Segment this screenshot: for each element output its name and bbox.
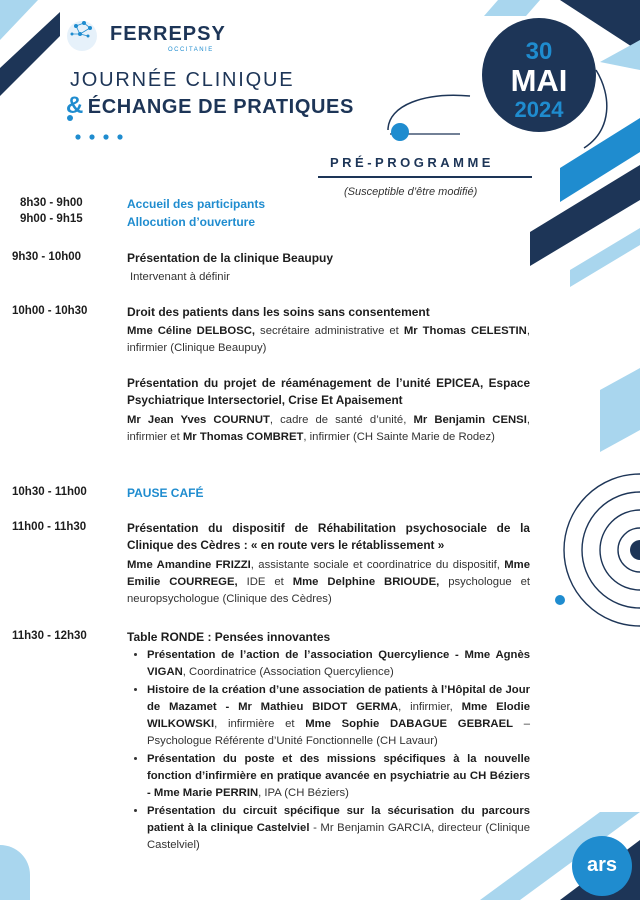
dots-row — [74, 128, 134, 146]
speaker-name: Mme Amandine FRIZZI — [127, 559, 251, 571]
speaker-name: Mr Thomas COMBRET — [182, 431, 304, 443]
session-epicea-title: Présentation du projet de réaménagement de l’unité EPICEA, Espace Psychiatrique Intersectoriel, Crise Et Apaisement — [127, 376, 530, 407]
speaker-name: Mr Benjamin CENSI — [413, 414, 527, 426]
speaker-role: psychologue et neuropsychologue (Clinique des Cèdres) — [127, 576, 531, 605]
time-s1a: 8h30 - 9h00 — [20, 197, 83, 209]
heading-line2: ÉCHANGE DE PRATIQUES — [87, 96, 354, 118]
speaker-role: secrétaire administrative et — [255, 325, 404, 337]
date-year: 2024 — [514, 97, 564, 122]
subtitle-note: (Susceptible d’être modifié) — [344, 186, 478, 198]
list-item — [147, 647, 530, 681]
speaker-role: , IPA (CH Béziers) — [258, 787, 349, 799]
session-rights-title: Droit des patients dans les soins sans consentement — [127, 305, 430, 319]
session-beaupuy-title: Présentation de la clinique Beaupuy — [127, 251, 334, 265]
list-item — [147, 751, 530, 802]
pre-programme-title: PRÉ-PROGRAMME — [330, 155, 494, 170]
heading-amp: & — [66, 92, 84, 119]
session-welcome: Accueil des participants — [127, 197, 266, 211]
session-rehab-speakers — [127, 557, 530, 608]
speaker-name: Mme Elodie WILKOWSKI — [147, 701, 530, 730]
head-profile-icon — [62, 14, 104, 56]
speaker-name: Mme Delphine BRIOUDE, — [292, 576, 440, 588]
speaker-name: Mme Céline DELBOSC, — [127, 325, 256, 337]
speaker-role: , infirmier, — [398, 701, 462, 713]
speaker-name: Mr Jean Yves COURNUT — [127, 414, 270, 426]
time-s3: 10h00 - 10h30 — [12, 305, 88, 317]
speaker-role: , infirmier (CH Sainte Marie de Rodez) — [303, 431, 495, 443]
speaker-role: , infirmier et — [127, 414, 530, 443]
speaker-role: , infirmier (Clinique Beaupuy) — [127, 325, 530, 354]
speaker-name: Mr Mathieu BIDOT GERMA — [238, 701, 399, 713]
session-beaupuy-detail: Intervenant à définir — [130, 271, 230, 283]
speaker-role: , infirmière et — [214, 718, 306, 730]
speaker-role: IDE et — [237, 576, 293, 588]
speaker-role: , assistante sociale et coordinatrice du dispositif, — [250, 559, 505, 571]
session-roundtable-title: Table RONDE : Pensées innovantes — [127, 630, 331, 644]
speaker-name: Mme Emilie COURREGE, — [127, 559, 530, 588]
time-s4: 10h30 - 11h00 — [12, 486, 87, 498]
session-epicea-speakers — [127, 412, 530, 446]
ars-logo — [572, 836, 632, 896]
session-rights-speakers — [127, 323, 530, 357]
time-s6: 11h30 - 12h30 — [12, 630, 87, 642]
heading-line2-wrap — [66, 92, 354, 120]
time-s1b: 9h00 - 9h15 — [20, 213, 83, 225]
speaker-name: Mme Sophie DABAGUE GEBRAEL — [305, 718, 514, 730]
date-badge — [482, 18, 596, 132]
speaker-name: Mme Agnès VIGAN — [147, 649, 531, 678]
date-day: 30 — [525, 38, 553, 65]
roundtable-list — [127, 647, 530, 855]
ferrepsy-logo — [62, 14, 104, 61]
item-title: Présentation de l’action de l’association Quercylience - — [147, 649, 465, 661]
date-month: MAI — [510, 63, 568, 98]
time-s2: 9h30 - 10h00 — [12, 251, 82, 263]
ars-logo-text: ars — [586, 854, 618, 876]
logo-name: FERREPSY — [110, 23, 226, 45]
heading-line1: JOURNÉE CLINIQUE — [70, 69, 295, 91]
time-s5: 11h00 - 11h30 — [12, 521, 87, 533]
list-item — [147, 803, 530, 854]
speaker-role: - Mr Benjamin GARCIA, directeur (Clinique Castelviel) — [147, 822, 530, 851]
speaker-role: – Psychologue Référente d’Unité Fonctionnelle (CH Lavaur) — [147, 718, 530, 747]
speaker-role: , Coordinatrice (Association Quercylience) — [182, 666, 394, 678]
session-break: PAUSE CAFÉ — [127, 486, 204, 500]
session-rehab-title: Présentation du dispositif de Réhabilitation psychosociale de la Clinique des Cèdres : « en route vers le rétablissement » — [127, 521, 530, 552]
session-opening: Allocution d’ouverture — [127, 215, 256, 229]
item-title: Présentation du circuit spécifique sur la sécurisation du parcours patient à la clinique Castelviel — [147, 805, 530, 834]
list-item — [147, 682, 530, 750]
item-title: Présentation du poste et des missions spécifiques à la nouvelle fonction d’infirmière en pratique avancée en psychiatrie au CH Béziers - — [147, 753, 530, 799]
speaker-name: Mme Marie PERRIN — [153, 787, 259, 799]
logo-sub: OCCITANIE — [168, 47, 214, 53]
speaker-name: Mr Thomas CELESTIN — [403, 325, 527, 337]
item-title: Histoire de la création d’une association de patients à l’Hôpital de Jour de Mazamet - — [147, 684, 530, 713]
subtitle-underline — [318, 176, 532, 178]
speaker-role: , cadre de santé d’unité, — [269, 414, 414, 426]
